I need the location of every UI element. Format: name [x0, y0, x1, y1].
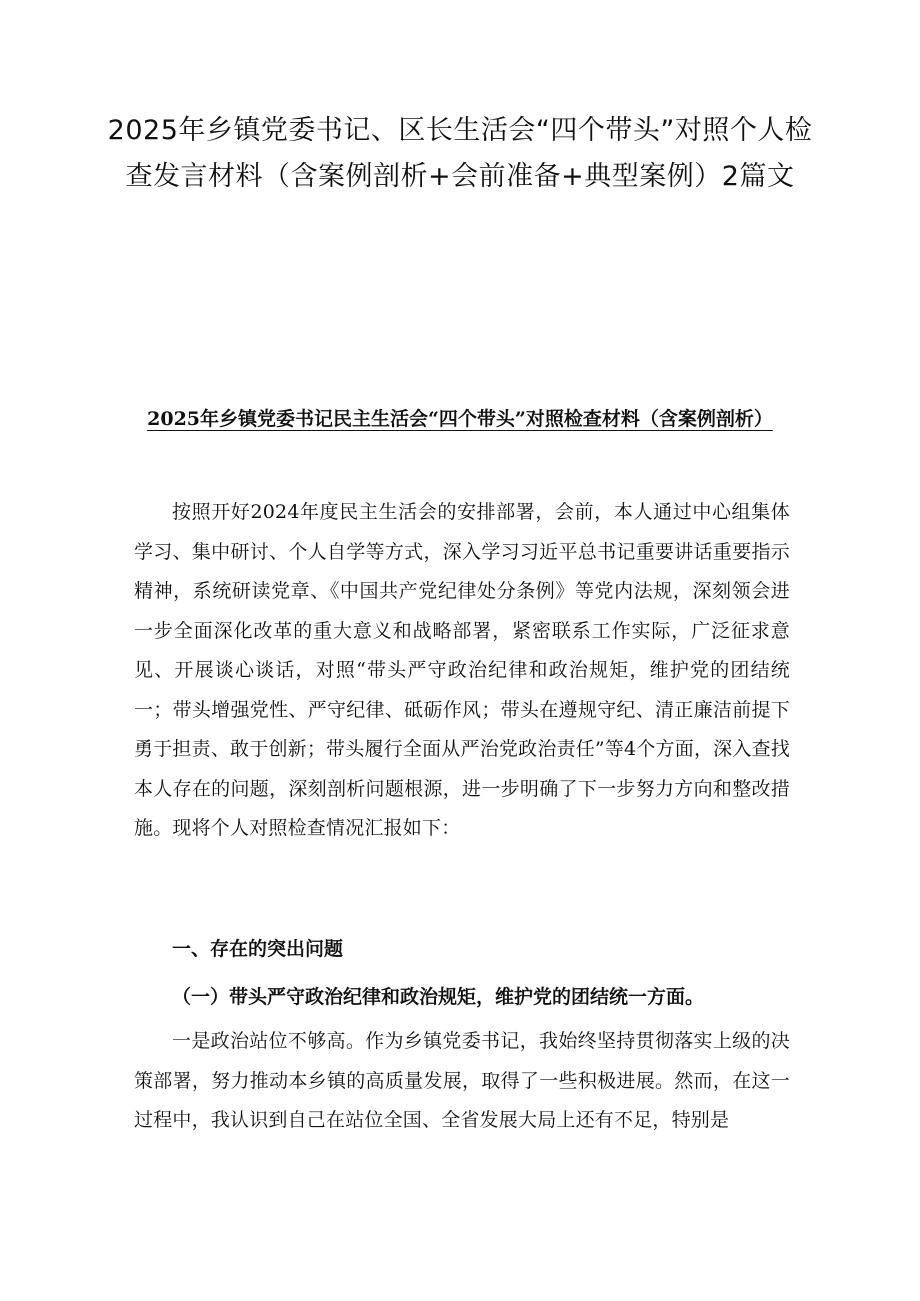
- section-heading: 一、存在的突出问题: [172, 938, 344, 960]
- body-paragraph: 一是政治站位不够高。作为乡镇党委书记，我始终坚持贯彻落实上级的决策部署，努力推动本乡镇的高质量发展，取得了一些积极进展。然而，在这一过程中，我认识到自己在站位全国、全省发展大局上还有不足，特别是: [134, 1030, 790, 1131]
- intro-paragraph: 按照开好2024年度民主生活会的安排部署，会前，本人通过中心组集体学习、集中研讨、个人自学等方式，深入学习习近平总书记重要讲话重要指示精神，系统研读党章、《中国共产党纪律处分条例》等党内法规，深刻领会进一步全面深化改革的重大意义和战略部署，紧密联系工作实际，广泛征求意见、开展谈心谈话，对照“带头严守政治纪律和政治规矩，维护党的团结统一；带头增强党性、严守纪律、砥砺作风；带头在遵规守纪、清正廉洁前提下勇于担责、敢于创新；带头履行全面从严治党政治责任”等4个方面，深入查找本人存在的问题，深刻剖析问题根源，进一步明确了下一步努力方向和整改措施。现将个人对照检查情况汇报如下：: [134, 501, 790, 839]
- document-main-title: 2025年乡镇党委书记、区长生活会“四个带头”对照个人检查发言材料（含案例剖析+会前准备+典型案例）2篇文: [107, 115, 813, 192]
- document-sub-title: 2025年乡镇党委书记民主生活会“四个带头”对照检查材料（含案例剖析）: [147, 408, 773, 430]
- subsection-heading: （一）带头严守政治纪律和政治规矩，维护党的团结统一方面。: [172, 986, 705, 1008]
